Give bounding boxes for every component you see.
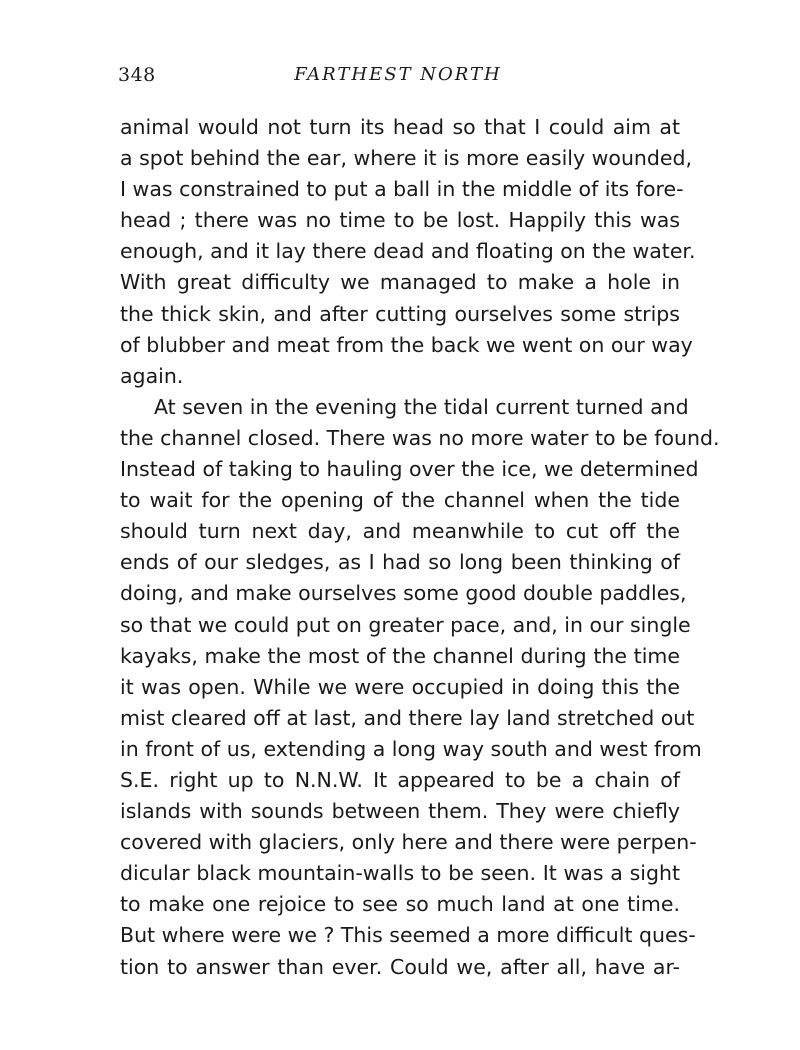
- paragraph: [120, 392, 720, 983]
- text-line: of blubber and meat from the back we went on our way: [120, 332, 693, 357]
- text-line: doing, and make ourselves some good double paddles,: [120, 581, 687, 606]
- text-line: ends of our sledges, as I had so long been thinking of: [120, 550, 680, 575]
- book-title: FARTHEST NORTH: [294, 64, 502, 85]
- text-line: it was open. While we were occupied in doing this the: [120, 674, 680, 699]
- text-line: S.E. right up to N.N.W. It appeared to be a chain of: [120, 767, 680, 792]
- text-line: the thick skin, and after cutting ourselves some strips: [120, 301, 680, 326]
- paragraph: [120, 112, 696, 392]
- body-text: [120, 112, 720, 983]
- text-line: to wait for the opening of the channel when the tide: [120, 488, 680, 513]
- text-line: tion to answer than ever. Could we, after all, have ar-: [120, 954, 680, 979]
- text-line: again.: [120, 363, 184, 388]
- text-line: should turn next day, and meanwhile to cut off the: [120, 519, 680, 544]
- text-line: I was constrained to put a ball in the middle of its fore-: [120, 177, 684, 202]
- text-line: the channel closed. There was no more water to be found.: [120, 425, 720, 450]
- text-line: kayaks, make the most of the channel during the time: [120, 643, 680, 668]
- text-line: animal would not turn its head so that I could aim at: [120, 115, 680, 139]
- text-line: islands with sounds between them. They were chiefly: [120, 799, 680, 824]
- text-line: At seven in the evening the tidal current turned and: [154, 394, 689, 419]
- text-line: covered with glaciers, only here and there were perpen-: [120, 830, 697, 855]
- text-line: dicular black mountain-walls to be seen. It was a sight: [120, 861, 680, 886]
- page-number: 348: [118, 64, 156, 86]
- text-line: mist cleared off at last, and there lay land stretched out: [120, 705, 695, 730]
- running-head: [118, 64, 678, 88]
- text-line: to make one rejoice to see so much land at one time.: [120, 892, 680, 917]
- text-line: enough, and it lay there dead and floating on the water.: [120, 239, 696, 264]
- text-line: so that we could put on greater pace, and, in our single: [120, 612, 691, 637]
- text-line: Instead of taking to hauling over the ice, we determined: [120, 457, 699, 482]
- text-line: a spot behind the ear, where it is more easily wounded,: [120, 146, 693, 171]
- text-line: in front of us, extending a long way south and west from: [120, 736, 702, 761]
- text-line: head ; there was no time to be lost. Happily this was: [120, 208, 680, 233]
- text-line: With great difficulty we managed to make a hole in: [120, 270, 680, 295]
- text-line: But where were we ? This seemed a more difficult ques-: [120, 923, 696, 948]
